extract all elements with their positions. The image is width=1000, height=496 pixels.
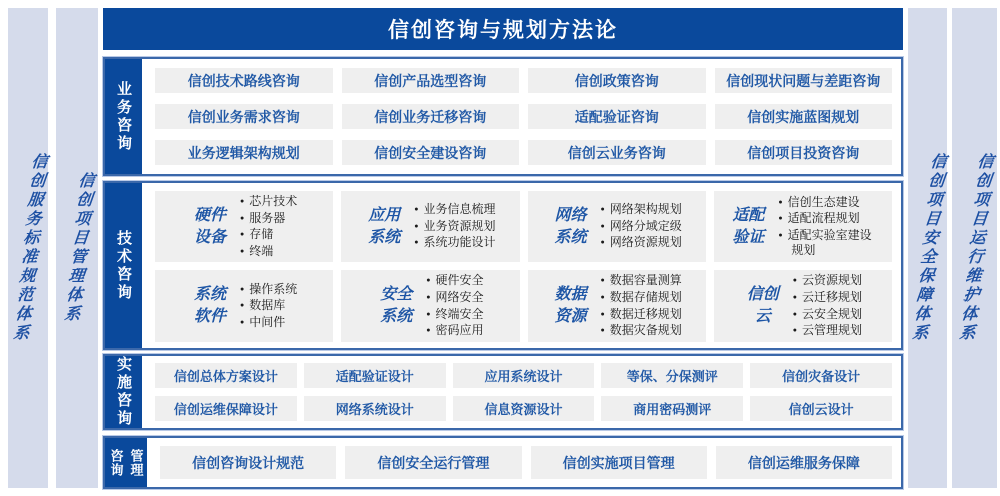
business-item: 信创业务需求咨询: [155, 104, 333, 129]
implementation-item: 商用密码测评: [601, 396, 743, 421]
business-item: 信创政策咨询: [528, 68, 706, 93]
bullet-item: ● 业务信息梳理: [414, 202, 495, 218]
bullet-item: ● 存储: [240, 227, 297, 243]
tech-card-title: 适配验证: [732, 207, 765, 246]
management-items-grid: [147, 438, 901, 487]
tech-card-bullets: [601, 273, 682, 338]
tech-card-title: 应用系统: [368, 207, 401, 246]
bullet-item: ● 中间件: [240, 315, 297, 331]
row-label-business: [105, 59, 142, 174]
bullet-item: ● 密码应用: [426, 323, 483, 339]
bullet-item: ● 网络分域定级: [601, 219, 682, 235]
bullet-item: ● 信创生态建设: [778, 195, 876, 211]
tech-card-bullets: [793, 273, 862, 338]
row-technical-consulting: [103, 181, 903, 350]
implementation-item: 信息资源设计: [453, 396, 595, 421]
bullet-item: ● 数据存储规划: [601, 290, 682, 306]
tech-card-data-resource: [528, 270, 706, 341]
row-label-text: 技术咨询: [115, 229, 132, 302]
implementation-item: 应用系统设计: [453, 363, 595, 388]
row-label-text: 实施咨询: [115, 356, 132, 428]
bullet-item: ● 适配流程规划: [778, 211, 876, 227]
tech-card-network: [528, 191, 706, 262]
bullet-item: ● 云管理规划: [793, 323, 862, 339]
implementation-item: 信创云设计: [750, 396, 892, 421]
bullet-item: ● 系统功能设计: [414, 235, 495, 251]
bullet-item: ● 云安全规划: [793, 307, 862, 323]
tech-card-bullets: [426, 273, 483, 338]
tech-card-adaptation: [714, 191, 892, 262]
bullet-item: ● 终端: [240, 244, 297, 260]
center-panel: [103, 8, 903, 489]
sidebar-security-assurance-system: [908, 8, 947, 488]
tech-card-title: 数据资源: [554, 286, 587, 326]
row-label-technical: [105, 183, 142, 348]
row-label-implementation: [105, 356, 142, 428]
implementation-item: 信创运维保障设计: [155, 396, 297, 421]
bullet-item: ● 服务器: [240, 211, 297, 227]
management-item: 信创安全运行管理: [345, 446, 521, 479]
implementation-item: 等保、分保测评: [601, 363, 743, 388]
bullet-item: ● 适配实验室建设规划: [778, 228, 876, 259]
business-item: 信创项目投资咨询: [715, 140, 893, 165]
technical-cards-grid: [142, 183, 901, 348]
tech-card-title: 信创云: [746, 286, 779, 326]
business-item: 信创产品选型咨询: [342, 68, 520, 93]
business-item: 信创技术路线咨询: [155, 68, 333, 93]
tech-card-xinchuang-cloud: [714, 270, 892, 341]
business-item: 适配验证咨询: [528, 104, 706, 129]
tech-card-bullets: [778, 195, 876, 259]
tech-card-bullets: [414, 202, 495, 251]
business-item: 信创安全建设咨询: [342, 140, 520, 165]
tech-card-security: [341, 270, 519, 341]
business-items-grid: [142, 59, 901, 174]
bullet-item: ● 云资源规划: [793, 273, 862, 289]
business-item: 信创云业务咨询: [528, 140, 706, 165]
bullet-item: ● 硬件安全: [426, 273, 483, 289]
sidebar-operation-maintenance-system: [952, 8, 997, 488]
bullet-item: ● 网络架构规划: [601, 202, 682, 218]
implementation-item: 适配验证设计: [304, 363, 446, 388]
management-item: 信创实施项目管理: [531, 446, 707, 479]
tech-card-hardware: [155, 191, 333, 262]
diagram-title: 信创咨询与规划方法论: [103, 8, 903, 50]
bullet-item: ● 网络资源规划: [601, 235, 682, 251]
sidebar-label: 信创项目运行维护体系: [956, 153, 993, 343]
bullet-item: ● 网络安全: [426, 290, 483, 306]
bullet-item: ● 数据库: [240, 298, 297, 314]
tech-card-title: 硬件设备: [193, 207, 226, 246]
row-label-text-left: 咨询: [108, 448, 124, 477]
business-item: 信创现状问题与差距咨询: [715, 68, 893, 93]
row-implementation-consulting: [103, 354, 903, 430]
tech-card-title: 系统软件: [193, 286, 226, 326]
business-item: 业务逻辑架构规划: [155, 140, 333, 165]
sidebar-label: 信创项目安全保障体系: [909, 153, 946, 343]
tech-card-title: 网络系统: [554, 207, 587, 246]
implementation-items-grid: [142, 356, 901, 428]
bullet-item: ● 芯片技术: [240, 194, 297, 210]
tech-card-title: 安全系统: [380, 286, 413, 326]
sidebar-service-standard-system: [8, 8, 48, 488]
row-label-text: 业务咨询: [115, 80, 132, 153]
sidebar-label: 信创项目管理体系: [60, 172, 94, 324]
row-consulting-management: [103, 436, 903, 489]
sidebar-project-management-system: [56, 8, 98, 488]
tech-card-bullets: [240, 282, 297, 331]
bullet-item: ● 数据灾备规划: [601, 323, 682, 339]
management-item: 信创咨询设计规范: [160, 446, 336, 479]
business-item: 信创业务迁移咨询: [342, 104, 520, 129]
implementation-item: 信创总体方案设计: [155, 363, 297, 388]
bullet-item: ● 业务资源规划: [414, 219, 495, 235]
business-item: 信创实施蓝图规划: [715, 104, 893, 129]
bullet-item: ● 数据迁移规划: [601, 307, 682, 323]
implementation-item: 信创灾备设计: [750, 363, 892, 388]
management-item: 信创运维服务保障: [716, 446, 892, 479]
bullet-item: ● 数据容量测算: [601, 273, 682, 289]
tech-card-system-software: [155, 270, 333, 341]
row-business-consulting: [103, 57, 903, 176]
tech-card-bullets: [601, 202, 682, 251]
tech-card-application: [341, 191, 519, 262]
tech-card-bullets: [240, 194, 297, 259]
bullet-item: ● 云迁移规划: [793, 290, 862, 306]
bullet-item: ● 操作系统: [240, 282, 297, 298]
implementation-item: 网络系统设计: [304, 396, 446, 421]
sidebar-label: 信创服务标准规范体系: [9, 153, 47, 343]
row-label-management: [105, 438, 147, 487]
bullet-item: ● 终端安全: [426, 307, 483, 323]
row-label-text-right: 管理: [128, 448, 144, 477]
